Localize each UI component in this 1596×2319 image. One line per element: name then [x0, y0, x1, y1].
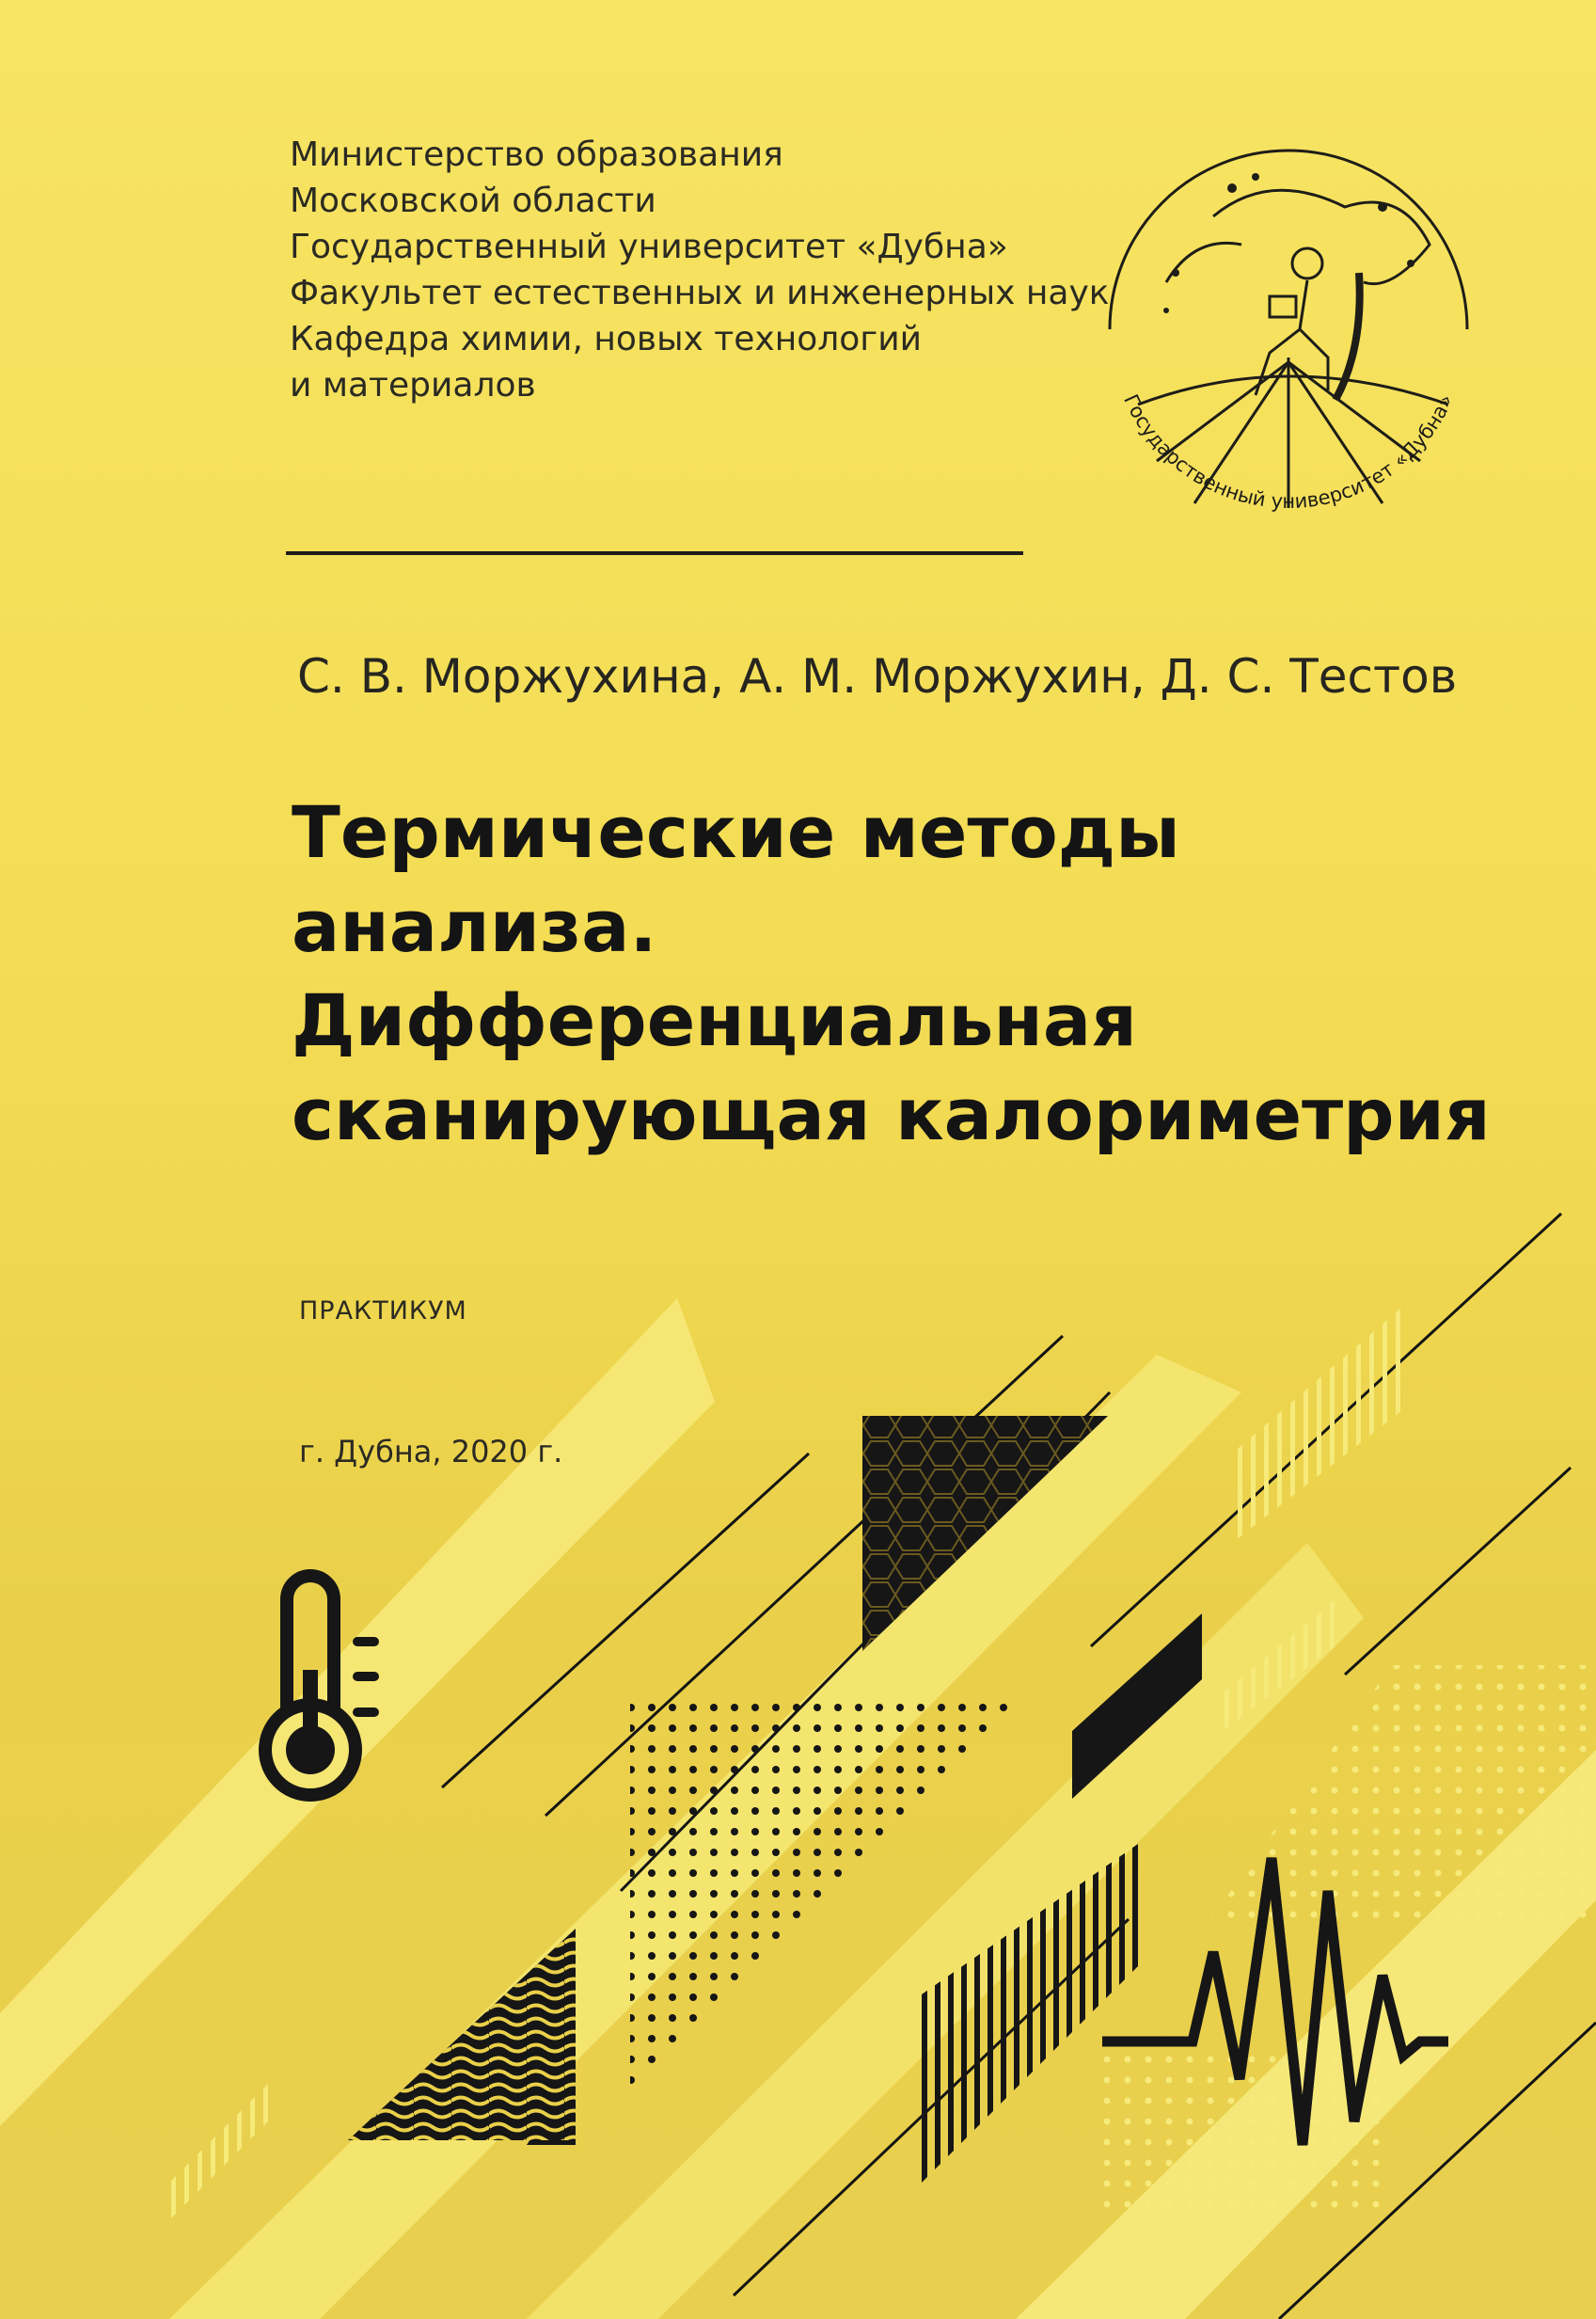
diagonal-line	[1345, 1468, 1571, 1675]
wave-pattern-overlay	[348, 1929, 576, 2140]
institution-line: Государственный университет «Дубна»	[290, 228, 1008, 266]
title-line: анализа.	[292, 884, 657, 968]
separator-rule	[286, 551, 1023, 555]
title-line: сканирующая калориметрия	[292, 1072, 1491, 1156]
stripe-block-light	[1232, 1308, 1401, 1543]
university-logo	[1082, 132, 1495, 546]
institution-line: и материалов	[290, 366, 536, 405]
institution-line: Факультет естественных и инженерных наук	[290, 274, 1110, 312]
institution-line: Министерство образования	[290, 135, 783, 174]
thermometer-mercury	[303, 1670, 318, 1745]
book-title	[292, 786, 1533, 1162]
stripe-block-light	[169, 2079, 273, 2220]
institution-line: Московской области	[290, 182, 656, 220]
place-year: г. Дубна, 2020 г.	[299, 1434, 563, 1469]
authors: С. В. Моржухина, А. М. Моржухин, Д. С. Тестов	[297, 649, 1458, 704]
subtitle: ПРАКТИКУМ	[299, 1296, 467, 1326]
institution-block	[290, 132, 1136, 408]
title-line: Дифференциальная	[292, 978, 1137, 1062]
logo-ring-text: Государственный университет «Дубна»	[1119, 390, 1458, 514]
title-line: Термические методы	[292, 790, 1180, 874]
institution-line: Кафедра химии, новых технологий	[290, 320, 923, 358]
